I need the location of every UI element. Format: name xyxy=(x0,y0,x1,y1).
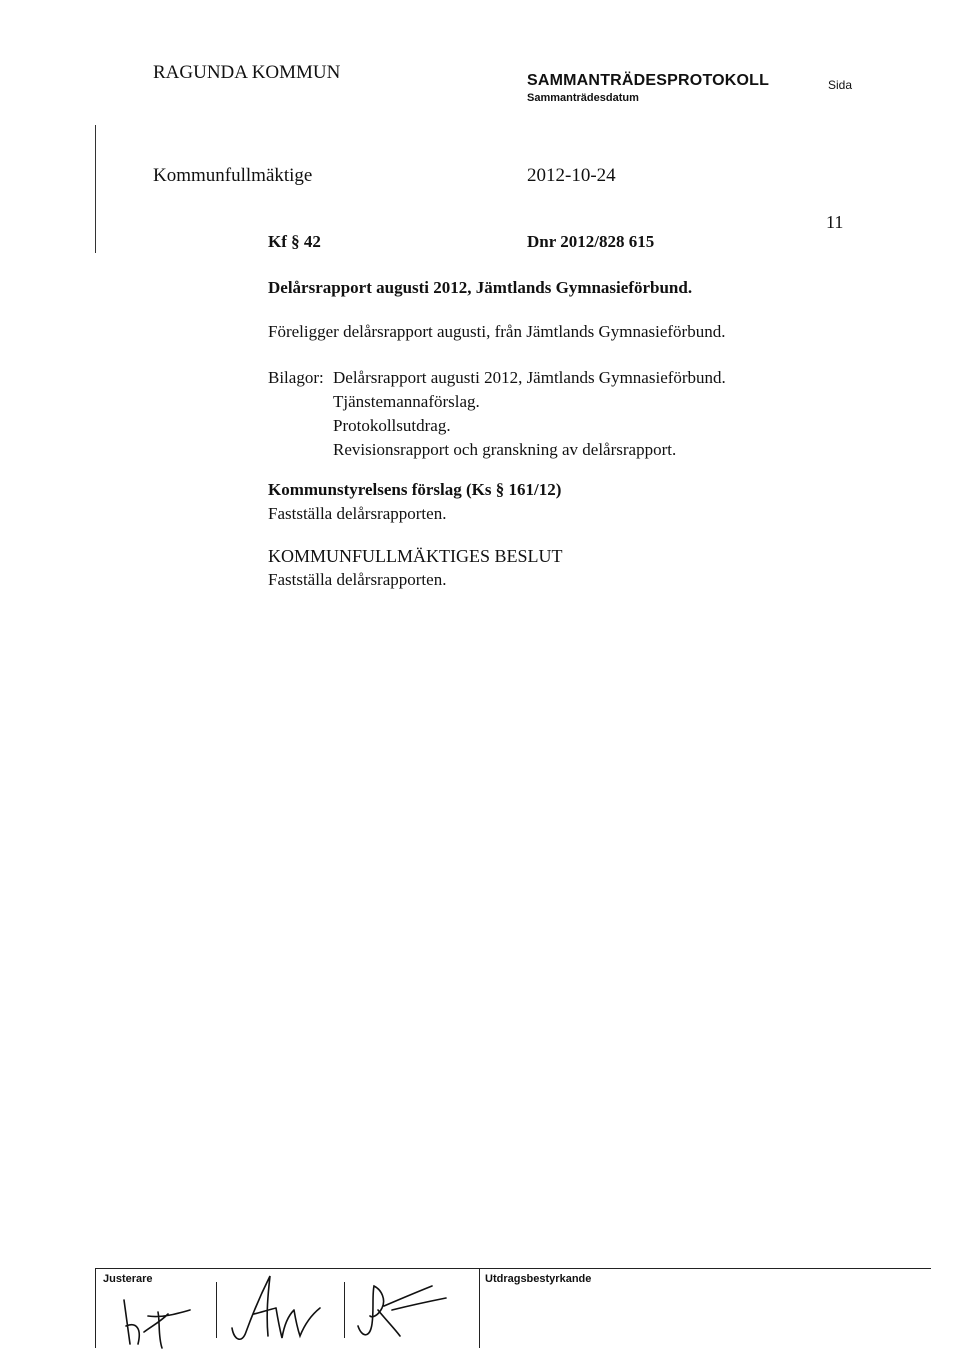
attachment-item: Revisionsrapport och granskning av delårsrapport. xyxy=(333,440,677,459)
meeting-date: 2012-10-24 xyxy=(527,165,616,186)
ks-proposal-text: Fastställa delårsrapporten. xyxy=(268,504,447,523)
item-heading: Delårsrapport augusti 2012, Jämtlands Gymnasieförbund. xyxy=(268,278,693,297)
signature-separator xyxy=(344,1282,345,1338)
footer-left-border xyxy=(95,1268,96,1348)
attachment-item: Protokollsutdrag. xyxy=(333,416,451,435)
meeting-date-label: Sammanträdesdatum xyxy=(527,92,639,104)
diary-number: Dnr 2012/828 615 xyxy=(527,232,655,251)
signature-1 xyxy=(118,1292,198,1352)
left-margin-line xyxy=(95,125,96,253)
signature-3 xyxy=(352,1276,452,1346)
utdragsbestyrkande-label: Utdragsbestyrkande xyxy=(485,1273,592,1285)
decision-heading: KOMMUNFULLMÄKTIGES BESLUT xyxy=(268,546,563,566)
decision-text: Fastställa delårsrapporten. xyxy=(268,570,447,589)
item-intro: Föreligger delårsrapport augusti, från Jämtlands Gymnasieförbund. xyxy=(268,322,726,341)
justerare-label: Justerare xyxy=(103,1273,153,1285)
footer-divider xyxy=(95,1268,931,1269)
municipality-name: RAGUNDA KOMMUN xyxy=(153,62,341,83)
footer-middle-border xyxy=(479,1268,480,1348)
signature-separator xyxy=(216,1282,217,1338)
page-number: 11 xyxy=(826,212,844,232)
ks-proposal-heading: Kommunstyrelsens förslag (Ks § 161/12) xyxy=(268,480,562,499)
attachment-item: Delårsrapport augusti 2012, Jämtlands Gymnasieförbund. xyxy=(333,368,726,387)
protocol-title: SAMMANTRÄDESPROTOKOLL xyxy=(527,72,770,89)
body-name: Kommunfullmäktige xyxy=(153,165,313,186)
page-label: Sida xyxy=(828,78,853,92)
attachment-item: Tjänstemannaförslag. xyxy=(333,392,480,411)
attachments-label: Bilagor: xyxy=(268,368,324,387)
signature-2 xyxy=(224,1270,334,1350)
paragraph-id: Kf § 42 xyxy=(268,232,321,251)
